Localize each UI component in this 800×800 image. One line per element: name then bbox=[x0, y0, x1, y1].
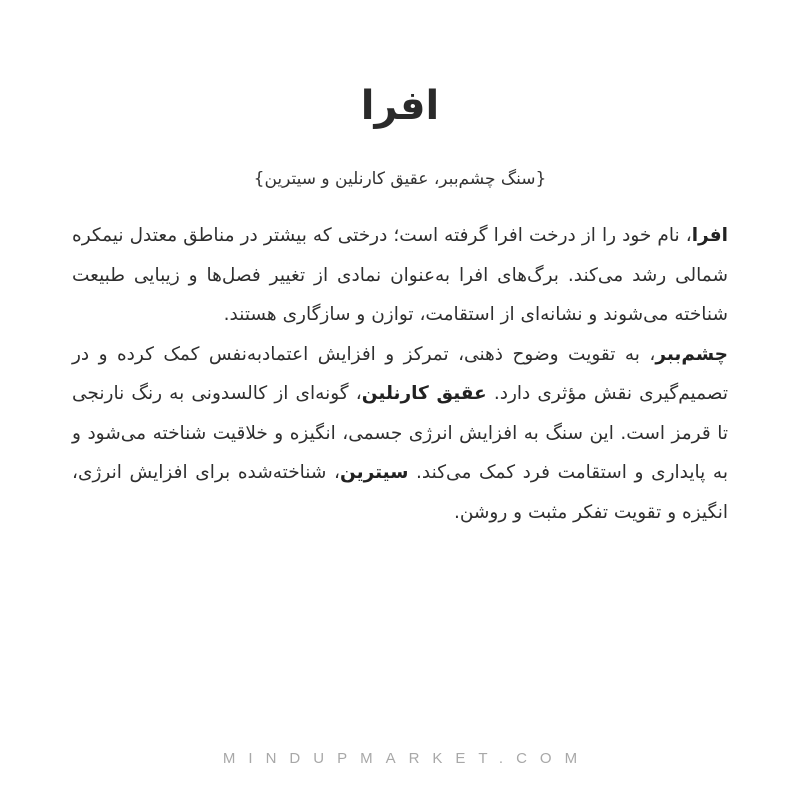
stones-subtitle: {سنگ چشم‌ببر، عقیق کارنلین و سیترین} bbox=[253, 169, 547, 189]
term-carnelian: عقیق کارنلین bbox=[361, 383, 487, 404]
carnelian-text: ، گونه‌ای از کالسدونی به رنگ نارنجی تا قرمز است. این سنگ به افزایش انرژی جسمی، انگیزه و خلاقیت شناخته می‌شود و به پایداری و استقامت فرد کمک می‌کند. bbox=[72, 383, 728, 483]
paragraph-afra-text: ، نام خود را از درخت افرا گرفته است؛ درختی که بیشتر در مناطق معتدل نیمکره شمالی رشد می‌کند. برگ‌های افرا به‌عنوان نمادی از تغییر فصل‌ها و زیبایی طبیعت شناخته می‌شوند و نشانه‌ای از استقامت، توازن و سازگاری هستند. bbox=[72, 225, 728, 325]
term-tigers-eye: چشم‌ببر bbox=[655, 343, 728, 365]
page-title: افرا bbox=[360, 83, 440, 129]
term-citrine: سیترین bbox=[340, 462, 409, 483]
website-footer: MINDUPMARKET.COM bbox=[222, 750, 591, 767]
description-body bbox=[72, 216, 728, 532]
paragraph-stones bbox=[72, 335, 728, 533]
tigers-eye-text: ، به تقویت وضوح ذهنی، تمرکز و افزایش اعتمادبه‌نفس کمک کرده و در تصمیم‌گیری نقش مؤثری دارد. bbox=[72, 343, 728, 404]
paragraph-afra bbox=[72, 216, 728, 335]
term-afra: افرا bbox=[691, 225, 728, 246]
citrine-text: ، شناخته‌شده برای افزایش انرژی، انگیزه و تقویت تفکر مثبت و روشن. bbox=[72, 462, 728, 523]
